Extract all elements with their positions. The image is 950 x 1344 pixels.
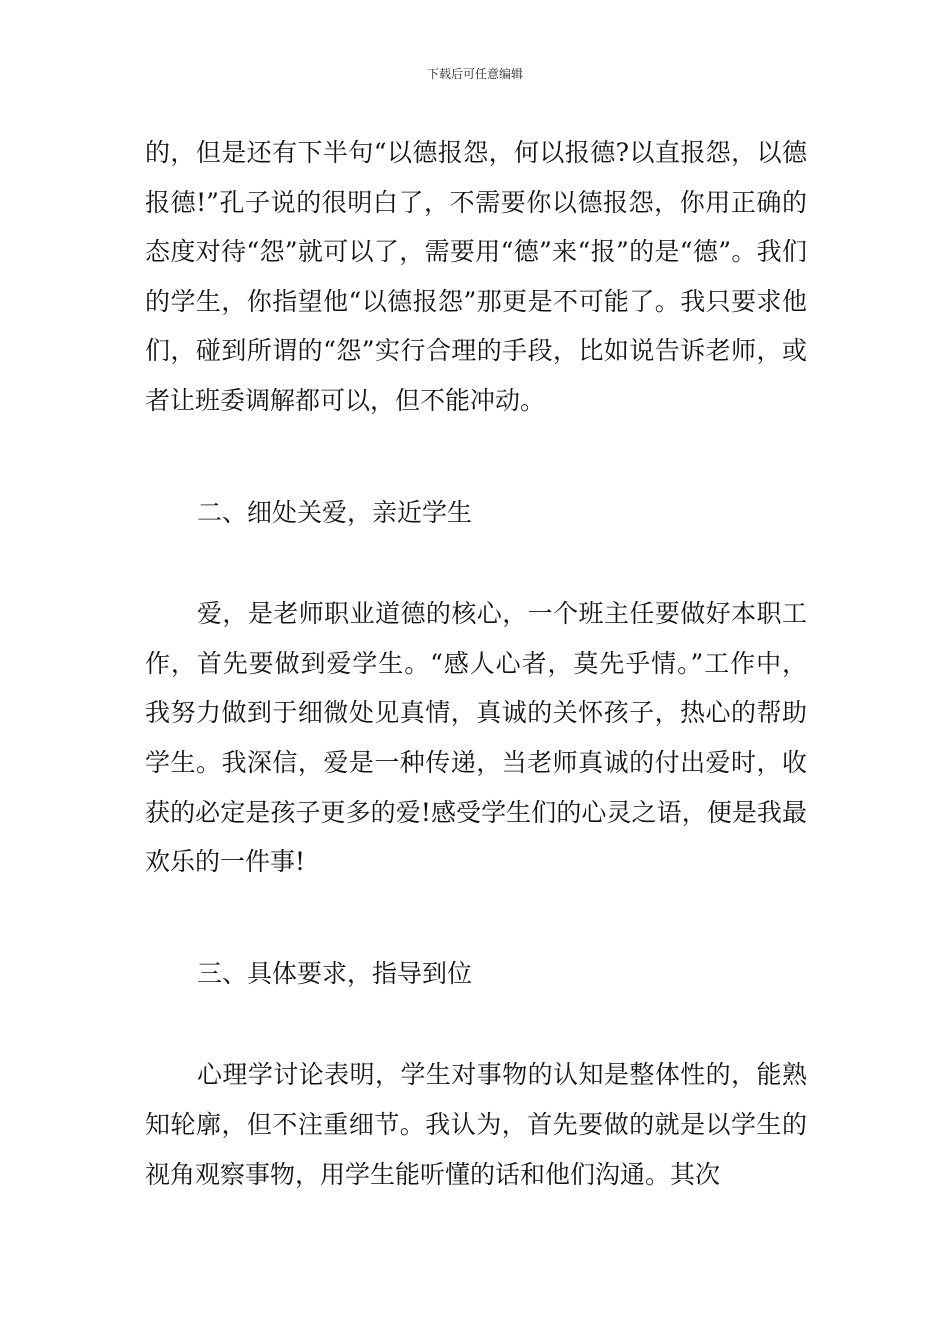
paragraph-love: 爱，是老师职业道德的核心，一个班主任要做好本职工作，首先要做到爱学生。“感人心者，莫先乎情。”工作中，我努力做到于细微处见真情，真诚的关怀孩子，热心的帮助学生。我深信，爱是一种传递，当老师真诚的付出爱时，收获的必定是孩子更多的爱!感受学生们的心灵之语，便是我最欢乐的一件事! [145, 599, 807, 877]
paragraph-psychology: 心理学讨论表明，学生对事物的认知是整体性的，能熟知轮廓，但不注重细节。我认为，首先要做的就是以学生的视角观察事物，用学生能听懂的话和他们沟通。其次 [145, 1060, 807, 1189]
document-body [145, 128, 807, 1199]
paragraph-continued: 的，但是还有下半句“以德报怨，何以报德?以直报怨，以德报德!”孔子说的很明白了，不需要你以德报怨，你用正确的态度对待“怨”就可以了，需要用“德”来“报”的是“德”。我们的学生，你指望他“以德报怨”那更是不可能了。我只要求他们，碰到所谓的“怨”实行合理的手段，比如说告诉老师，或者让班委调解都可以，但不能冲动。 [145, 138, 807, 415]
page-header: 下载后可任意编辑 [426, 67, 523, 81]
section-heading-2: 二、细处关爱，亲近学生 [197, 497, 473, 527]
section-heading-3: 三、具体要求，指导到位 [197, 958, 473, 988]
